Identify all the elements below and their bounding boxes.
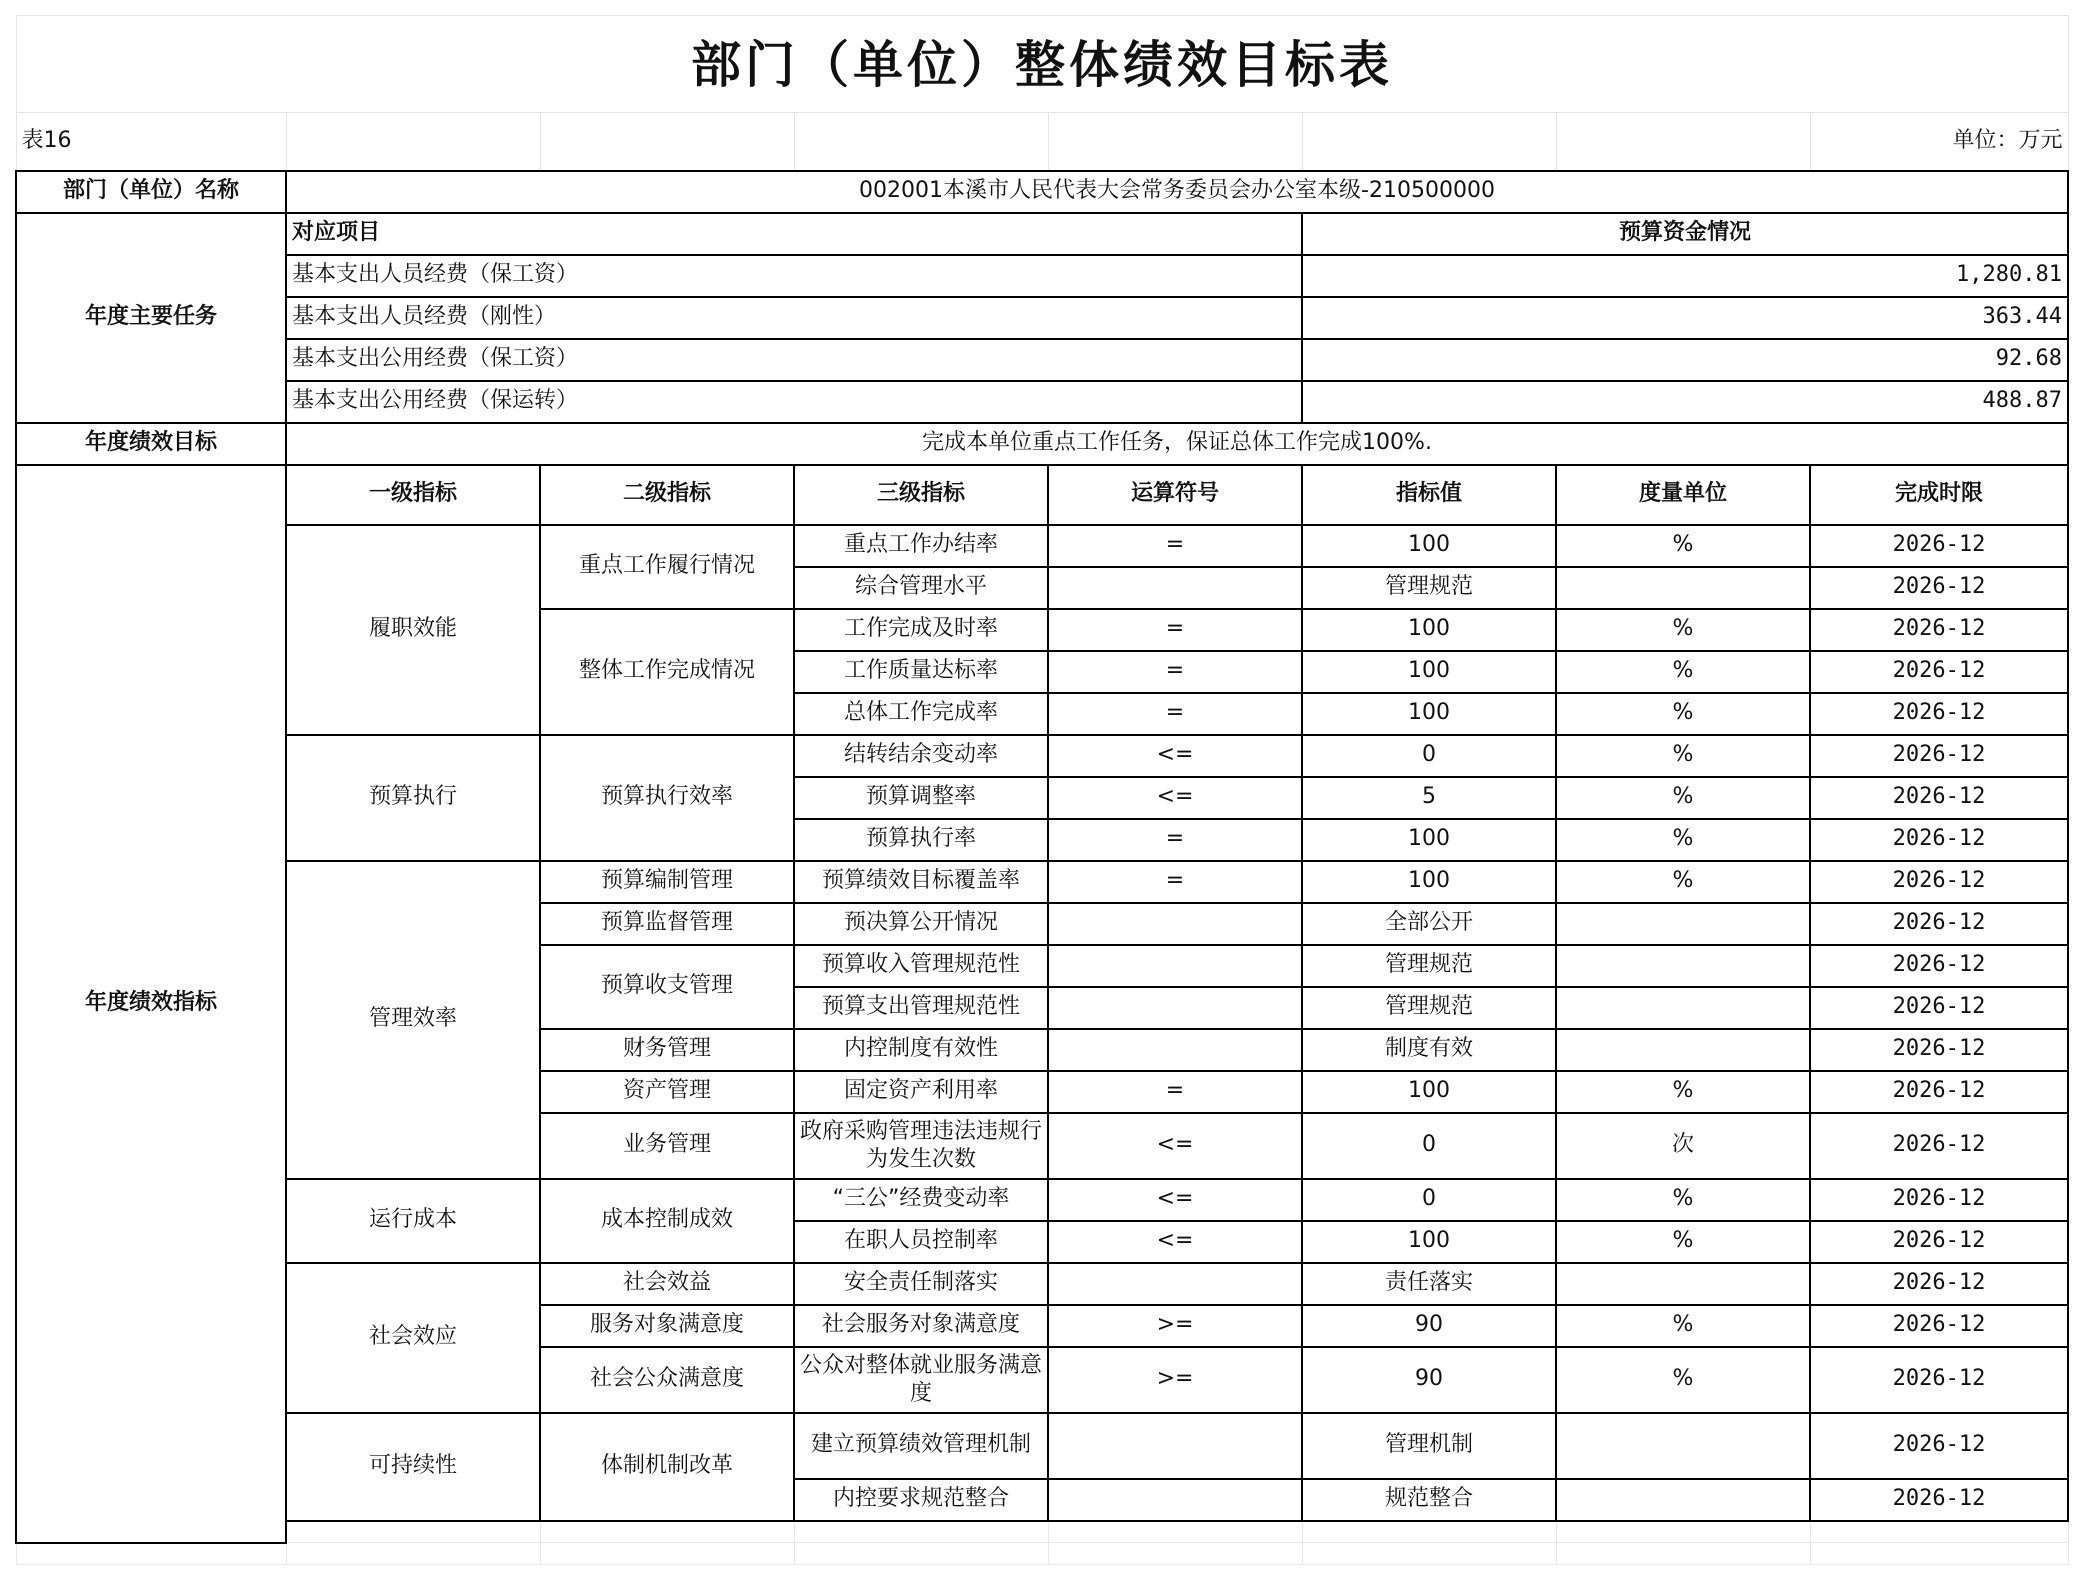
dept-name-label: 部门（单位）名称 (16, 171, 286, 213)
value-cell: 100 (1302, 693, 1556, 735)
level3-cell: 在职人员控制率 (794, 1221, 1048, 1263)
deadline-cell: 2026-12 (1810, 1413, 2068, 1479)
level1-cell: 履职效能 (286, 525, 540, 735)
level3-cell: 重点工作办结率 (794, 525, 1048, 567)
unit-cell (1556, 945, 1810, 987)
value-cell: 100 (1302, 525, 1556, 567)
unit-cell: % (1556, 735, 1810, 777)
operator-cell: = (1048, 819, 1302, 861)
unit-cell: % (1556, 819, 1810, 861)
operator-cell (1048, 1413, 1302, 1479)
value-cell: 100 (1302, 651, 1556, 693)
level3-cell: 公众对整体就业服务满意度 (794, 1347, 1048, 1413)
value-cell: 100 (1302, 609, 1556, 651)
level2-cell: 资产管理 (540, 1071, 794, 1113)
value-cell: 0 (1302, 1113, 1556, 1179)
value-cell: 全部公开 (1302, 903, 1556, 945)
operator-cell (1048, 987, 1302, 1029)
value-cell: 5 (1302, 777, 1556, 819)
unit-cell: % (1556, 1179, 1810, 1221)
dept-name-value: 002001本溪市人民代表大会常务委员会办公室本级-210500000 (286, 171, 2068, 213)
unit-cell: % (1556, 651, 1810, 693)
deadline-cell: 2026-12 (1810, 903, 2068, 945)
task-amount: 1,280.81 (1302, 255, 2068, 297)
level2-cell: 体制机制改革 (540, 1413, 794, 1521)
indicator-row (16, 1179, 2068, 1221)
operator-cell: <= (1048, 735, 1302, 777)
value-cell: 责任落实 (1302, 1263, 1556, 1305)
task-row (16, 381, 2068, 423)
unit-cell (1556, 567, 1810, 609)
deadline-cell: 2026-12 (1810, 861, 2068, 903)
deadline-cell: 2026-12 (1810, 1305, 2068, 1347)
level3-cell: 内控要求规范整合 (794, 1479, 1048, 1521)
budget-column-header: 预算资金情况 (1302, 213, 2068, 255)
level2-cell: 财务管理 (540, 1029, 794, 1071)
task-name: 基本支出人员经费（保工资） (286, 255, 1302, 297)
header-level1: 一级指标 (286, 465, 540, 525)
value-cell: 90 (1302, 1305, 1556, 1347)
deadline-cell: 2026-12 (1810, 1479, 2068, 1521)
unit-cell (1556, 903, 1810, 945)
value-cell: 管理规范 (1302, 567, 1556, 609)
level3-cell: 预算支出管理规范性 (794, 987, 1048, 1029)
operator-cell (1048, 567, 1302, 609)
level3-cell: 安全责任制落实 (794, 1263, 1048, 1305)
unit-label: 单位：万元 (1810, 113, 2068, 171)
indicator-row (16, 1263, 2068, 1305)
level1-cell: 可持续性 (286, 1413, 540, 1521)
header-level2: 二级指标 (540, 465, 794, 525)
level3-cell: 内控制度有效性 (794, 1029, 1048, 1071)
value-cell: 管理机制 (1302, 1413, 1556, 1479)
operator-cell: = (1048, 651, 1302, 693)
task-amount: 488.87 (1302, 381, 2068, 423)
level3-cell: 预算收入管理规范性 (794, 945, 1048, 987)
operator-cell (1048, 903, 1302, 945)
value-cell: 90 (1302, 1347, 1556, 1413)
header-level3: 三级指标 (794, 465, 1048, 525)
value-cell: 0 (1302, 1179, 1556, 1221)
level3-cell: “三公”经费变动率 (794, 1179, 1048, 1221)
operator-cell: >= (1048, 1347, 1302, 1413)
deadline-cell: 2026-12 (1810, 819, 2068, 861)
task-name: 基本支出公用经费（保运转） (286, 381, 1302, 423)
value-cell: 规范整合 (1302, 1479, 1556, 1521)
table-number: 表16 (16, 113, 286, 171)
level2-cell: 成本控制成效 (540, 1179, 794, 1263)
operator-cell (1048, 1029, 1302, 1071)
deadline-cell: 2026-12 (1810, 651, 2068, 693)
value-cell: 100 (1302, 1221, 1556, 1263)
indicator-row (16, 1413, 2068, 1479)
operator-cell: <= (1048, 1179, 1302, 1221)
level1-cell: 运行成本 (286, 1179, 540, 1263)
level1-cell: 管理效率 (286, 861, 540, 1179)
deadline-cell: 2026-12 (1810, 945, 2068, 987)
level2-cell: 预算编制管理 (540, 861, 794, 903)
header-value: 指标值 (1302, 465, 1556, 525)
task-name: 基本支出人员经费（刚性） (286, 297, 1302, 339)
unit-cell: % (1556, 1347, 1810, 1413)
unit-cell (1556, 1413, 1810, 1479)
annual-goal-label: 年度绩效目标 (16, 423, 286, 465)
page-title: 部门（单位）整体绩效目标表 (16, 16, 2068, 113)
annual-goal-text: 完成本单位重点工作任务，保证总体工作完成100%. (286, 423, 2068, 465)
deadline-cell: 2026-12 (1810, 1221, 2068, 1263)
level2-cell: 社会公众满意度 (540, 1347, 794, 1413)
level1-cell: 预算执行 (286, 735, 540, 861)
unit-cell (1556, 1479, 1810, 1521)
unit-cell: % (1556, 693, 1810, 735)
operator-cell (1048, 1263, 1302, 1305)
deadline-cell: 2026-12 (1810, 1347, 2068, 1413)
operator-cell: = (1048, 693, 1302, 735)
value-cell: 管理规范 (1302, 987, 1556, 1029)
level3-cell: 预算执行率 (794, 819, 1048, 861)
task-row (16, 339, 2068, 381)
value-cell: 制度有效 (1302, 1029, 1556, 1071)
operator-cell: <= (1048, 1113, 1302, 1179)
task-amount: 363.44 (1302, 297, 2068, 339)
task-amount: 92.68 (1302, 339, 2068, 381)
unit-cell: % (1556, 861, 1810, 903)
deadline-cell: 2026-12 (1810, 1113, 2068, 1179)
deadline-cell: 2026-12 (1810, 567, 2068, 609)
deadline-cell: 2026-12 (1810, 1071, 2068, 1113)
unit-cell: 次 (1556, 1113, 1810, 1179)
unit-cell: % (1556, 777, 1810, 819)
unit-cell (1556, 1029, 1810, 1071)
operator-cell: = (1048, 861, 1302, 903)
unit-cell: % (1556, 609, 1810, 651)
indicator-row (16, 861, 2068, 903)
value-cell: 100 (1302, 1071, 1556, 1113)
deadline-cell: 2026-12 (1810, 1029, 2068, 1071)
level2-cell: 预算执行效率 (540, 735, 794, 861)
level3-cell: 政府采购管理违法违规行为发生次数 (794, 1113, 1048, 1179)
level1-cell: 社会效应 (286, 1263, 540, 1413)
value-cell: 0 (1302, 735, 1556, 777)
level3-cell: 工作质量达标率 (794, 651, 1048, 693)
indicator-row (16, 525, 2068, 567)
level2-cell: 整体工作完成情况 (540, 609, 794, 735)
header-deadline: 完成时限 (1810, 465, 2068, 525)
header-unit: 度量单位 (1556, 465, 1810, 525)
unit-cell: % (1556, 1305, 1810, 1347)
level2-cell: 业务管理 (540, 1113, 794, 1179)
level2-cell: 重点工作履行情况 (540, 525, 794, 609)
header-operator: 运算符号 (1048, 465, 1302, 525)
operator-cell (1048, 1479, 1302, 1521)
value-cell: 管理规范 (1302, 945, 1556, 987)
level3-cell: 预决算公开情况 (794, 903, 1048, 945)
unit-cell: % (1556, 1221, 1810, 1263)
level3-cell: 社会服务对象满意度 (794, 1305, 1048, 1347)
annual-indicators-label: 年度绩效指标 (16, 465, 286, 1543)
deadline-cell: 2026-12 (1810, 1179, 2068, 1221)
level3-cell: 结转结余变动率 (794, 735, 1048, 777)
operator-cell (1048, 945, 1302, 987)
level2-cell: 服务对象满意度 (540, 1305, 794, 1347)
operator-cell: <= (1048, 1221, 1302, 1263)
level2-cell: 预算收支管理 (540, 945, 794, 1029)
level3-cell: 预算调整率 (794, 777, 1048, 819)
deadline-cell: 2026-12 (1810, 1263, 2068, 1305)
indicator-row (16, 735, 2068, 777)
deadline-cell: 2026-12 (1810, 525, 2068, 567)
deadline-cell: 2026-12 (1810, 735, 2068, 777)
task-row (16, 255, 2068, 297)
level3-cell: 预算绩效目标覆盖率 (794, 861, 1048, 903)
operator-cell: <= (1048, 777, 1302, 819)
deadline-cell: 2026-12 (1810, 777, 2068, 819)
level3-cell: 建立预算绩效管理机制 (794, 1413, 1048, 1479)
annual-tasks-label: 年度主要任务 (16, 213, 286, 423)
level3-cell: 总体工作完成率 (794, 693, 1048, 735)
level3-cell: 固定资产利用率 (794, 1071, 1048, 1113)
level3-cell: 综合管理水平 (794, 567, 1048, 609)
deadline-cell: 2026-12 (1810, 609, 2068, 651)
task-name: 基本支出公用经费（保工资） (286, 339, 1302, 381)
deadline-cell: 2026-12 (1810, 987, 2068, 1029)
unit-cell: % (1556, 525, 1810, 567)
operator-cell: >= (1048, 1305, 1302, 1347)
operator-cell: = (1048, 1071, 1302, 1113)
unit-cell (1556, 987, 1810, 1029)
project-column-header: 对应项目 (286, 213, 1302, 255)
level2-cell: 社会效益 (540, 1263, 794, 1305)
operator-cell: = (1048, 609, 1302, 651)
level2-cell: 预算监督管理 (540, 903, 794, 945)
level3-cell: 工作完成及时率 (794, 609, 1048, 651)
performance-target-table (15, 15, 2069, 1565)
task-row (16, 297, 2068, 339)
unit-cell (1556, 1263, 1810, 1305)
deadline-cell: 2026-12 (1810, 693, 2068, 735)
value-cell: 100 (1302, 819, 1556, 861)
unit-cell: % (1556, 1071, 1810, 1113)
value-cell: 100 (1302, 861, 1556, 903)
operator-cell: = (1048, 525, 1302, 567)
